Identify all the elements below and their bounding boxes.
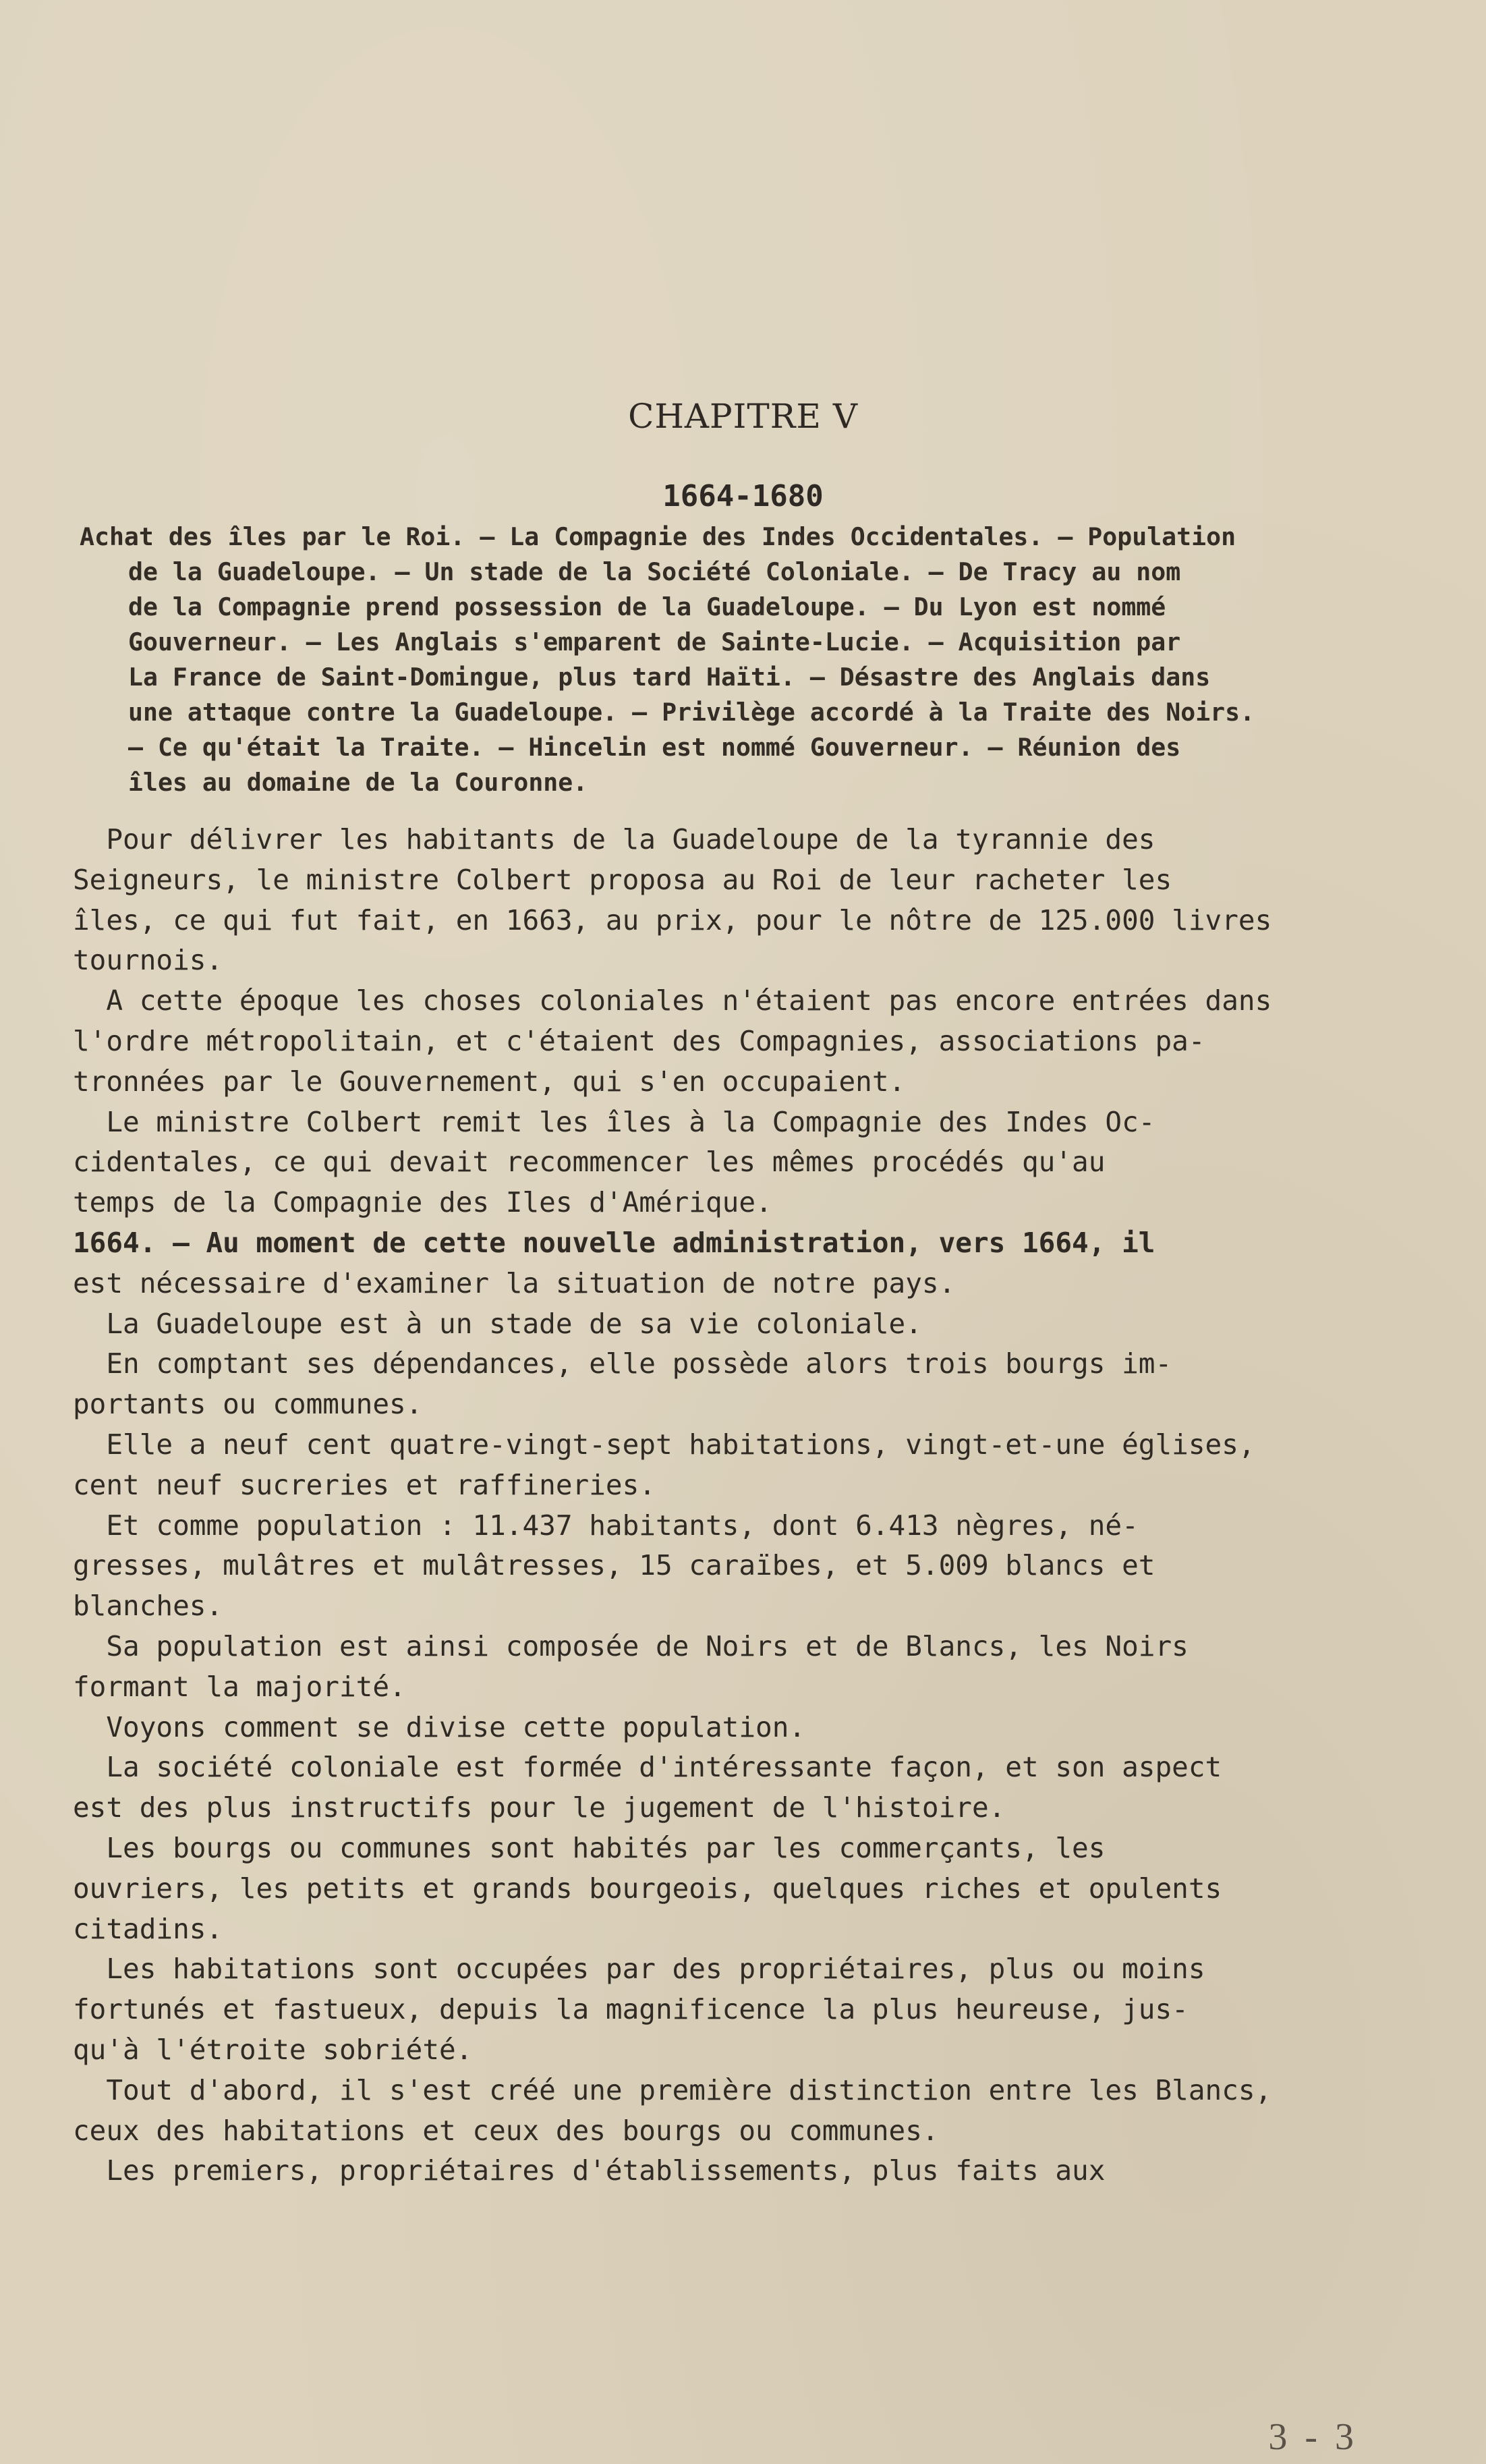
summary-line: une attaque contre la Guadeloupe. — Privilège accordé à la Traite des Noirs. (128, 698, 1255, 727)
body-line: îles, ce qui fut fait, en 1663, au prix, pour le nôtre de 125.000 livres (73, 903, 1272, 936)
summary-line: La France de Saint-Domingue, plus tard Haïti. — Désastre des Anglais dans (128, 663, 1211, 692)
body-line: tronnées par le Gouvernement, qui s'en occupaient. (73, 1065, 906, 1098)
body-line: portants ou communes. (73, 1388, 423, 1421)
body-line: En comptant ses dépendances, elle possède alors trois bourgs im- (73, 1347, 1172, 1380)
body-line-year: 1664. — Au moment de cette nouvelle administration, vers 1664, il (73, 1226, 1155, 1259)
body-line: est nécessaire d'examiner la situation de notre pays. (73, 1266, 956, 1299)
body-line: Voyons comment se divise cette population. (73, 1710, 806, 1743)
body-line: temps de la Compagnie des Iles d'Amérique. (73, 1186, 772, 1219)
body-line: tournois. (73, 944, 223, 977)
body-line: Le ministre Colbert remit les îles à la Compagnie des Indes Oc- (73, 1105, 1155, 1138)
body-line: Les bourgs ou communes sont habités par les commerçants, les (73, 1831, 1106, 1864)
body-line: fortunés et fastueux, depuis la magnificence la plus heureuse, jus- (73, 1993, 1189, 2026)
body-line: Tout d'abord, il s'est créé une première distinction entre les Blancs, (73, 2073, 1272, 2106)
body-line: La société coloniale est formée d'intéressante façon, et son aspect (73, 1751, 1222, 1784)
body-line: Les premiers, propriétaires d'établissements, plus faits aux (73, 2154, 1106, 2187)
chapter-summary (80, 520, 1274, 800)
chapter-title: CHAPITRE V (628, 397, 858, 436)
body-line: ouvriers, les petits et grands bourgeois, quelques riches et opulents (73, 1872, 1222, 1905)
body-line: est des plus instructifs pour le jugement de l'histoire. (73, 1791, 1006, 1824)
body-line: l'ordre métropolitain, et c'étaient des Compagnies, associations pa- (73, 1024, 1205, 1057)
body-line: blanches. (73, 1590, 223, 1623)
summary-line: îles au domaine de la Couronne. (128, 768, 588, 797)
body-line: Seigneurs, le ministre Colbert proposa au Roi de leur racheter les (73, 863, 1172, 896)
body-line: A cette époque les choses coloniales n'étaient pas encore entrées dans (73, 984, 1272, 1017)
body-line: qu'à l'étroite sobriété. (73, 2033, 473, 2066)
body-line: citadins. (73, 1912, 223, 1945)
summary-line: Gouverneur. — Les Anglais s'emparent de Sainte-Lucie. — Acquisition par (128, 627, 1181, 656)
body-line: La Guadeloupe est à un stade de sa vie coloniale. (73, 1307, 922, 1340)
body-line: Pour délivrer les habitants de la Guadeloupe de la tyrannie des (73, 823, 1155, 856)
body-line: Les habitations sont occupées par des propriétaires, plus ou moins (73, 1953, 1205, 1986)
body-line: gresses, mulâtres et mulâtresses, 15 caraïbes, et 5.009 blancs et (73, 1549, 1155, 1582)
body-text (73, 820, 1274, 2191)
body-line: cent neuf sucreries et raffineries. (73, 1468, 656, 1501)
body-line: ceux des habitations et ceux des bourgs ou communes. (73, 2114, 939, 2147)
body-line: Elle a neuf cent quatre-vingt-sept habitations, vingt-et-une églises, (73, 1428, 1255, 1461)
body-line: Sa population est ainsi composée de Noirs et de Blancs, les Noirs (73, 1629, 1189, 1662)
body-line: Et comme population : 11.437 habitants, dont 6.413 nègres, né- (73, 1509, 1139, 1542)
body-line: formant la majorité. (73, 1670, 406, 1703)
page-mark: 3 - 3 (1268, 2416, 1358, 2458)
chapter-dates: 1664-1680 (662, 479, 824, 513)
summary-line: Achat des îles par le Roi. — La Compagnie des Indes Occidentales. — Population (80, 522, 1236, 551)
summary-line: — Ce qu'était la Traite. — Hincelin est nommé Gouverneur. — Réunion des (128, 733, 1181, 762)
body-line: cidentales, ce qui devait recommencer les mêmes procédés qu'au (73, 1146, 1106, 1179)
summary-line: de la Guadeloupe. — Un stade de la Société Coloniale. — De Tracy au nom (128, 557, 1181, 586)
summary-line: de la Compagnie prend possession de la Guadeloupe. — Du Lyon est nommé (128, 592, 1166, 621)
